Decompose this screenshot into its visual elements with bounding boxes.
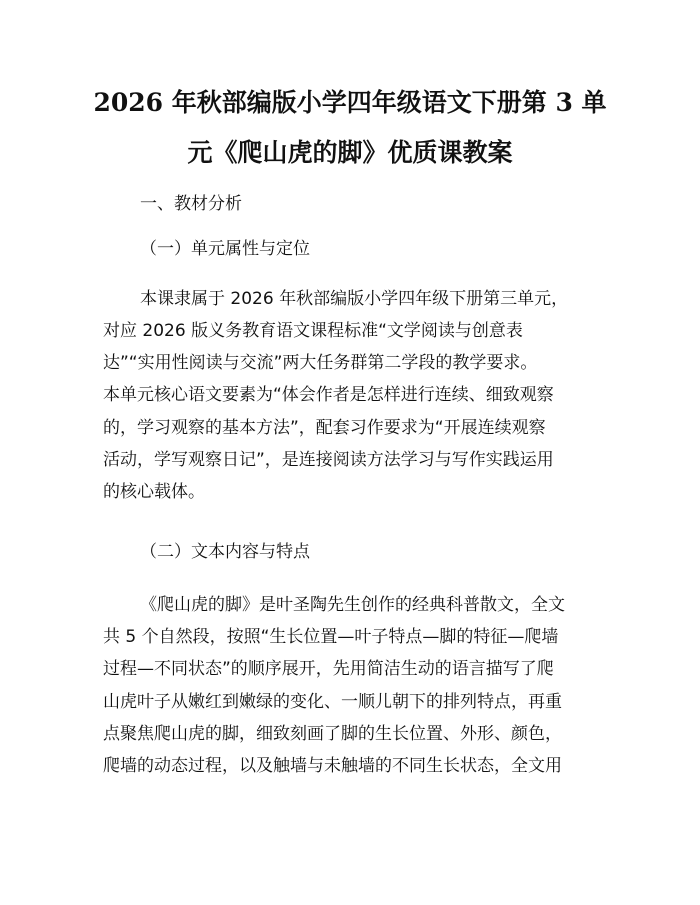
document-title-line-2: 元《爬山虎的脚》优质课教案	[187, 138, 513, 167]
subheading-text-content: （二）文本内容与特点	[140, 542, 310, 562]
paragraph-line: 本课隶属于 2026 年秋部编版小学四年级下册第三单元，	[140, 289, 569, 309]
paragraph-line: 的核心载体。	[103, 482, 205, 502]
paragraph-line: 点聚焦爬山虎的脚，细致刻画了脚的生长位置、外形、颜色，	[103, 724, 562, 744]
subheading-unit-positioning: （一）单元属性与定位	[140, 239, 310, 259]
paragraph-line: 《爬山虎的脚》是叶圣陶先生创作的经典科普散文，全文	[140, 595, 565, 615]
section-heading-teaching-material-analysis: 一、教材分析	[140, 194, 242, 214]
document-title-line-1: 2026 年秋部编版小学四年级语文下册第 3 单	[93, 88, 607, 117]
paragraph-line: 本单元核心语文要素为“体会作者是怎样进行连续、细致观察	[103, 385, 554, 405]
paragraph-line: 的，学习观察的基本方法”，配套习作要求为“开展连续观察	[103, 418, 546, 438]
paragraph-line: 对应 2026 版义务教育语文课程标准“文学阅读与创意表	[103, 321, 523, 341]
paragraph-line: 达”“实用性阅读与交流”两大任务群第二学段的教学要求。	[103, 353, 538, 373]
paragraph-line: 活动，学写观察日记”，是连接阅读方法学习与写作实践运用	[103, 450, 554, 470]
paragraph-line: 爬墙的动态过程，以及触墙与未触墙的不同生长状态，全文用	[103, 756, 562, 776]
paragraph-line: 过程—不同状态”的顺序展开，先用简洁生动的语言描写了爬	[103, 659, 554, 679]
paragraph-line: 山虎叶子从嫩红到嫩绿的变化、一顺儿朝下的排列特点，再重	[103, 692, 562, 712]
paragraph-line: 共 5 个自然段，按照“生长位置—叶子特点—脚的特征—爬墙	[103, 627, 559, 647]
